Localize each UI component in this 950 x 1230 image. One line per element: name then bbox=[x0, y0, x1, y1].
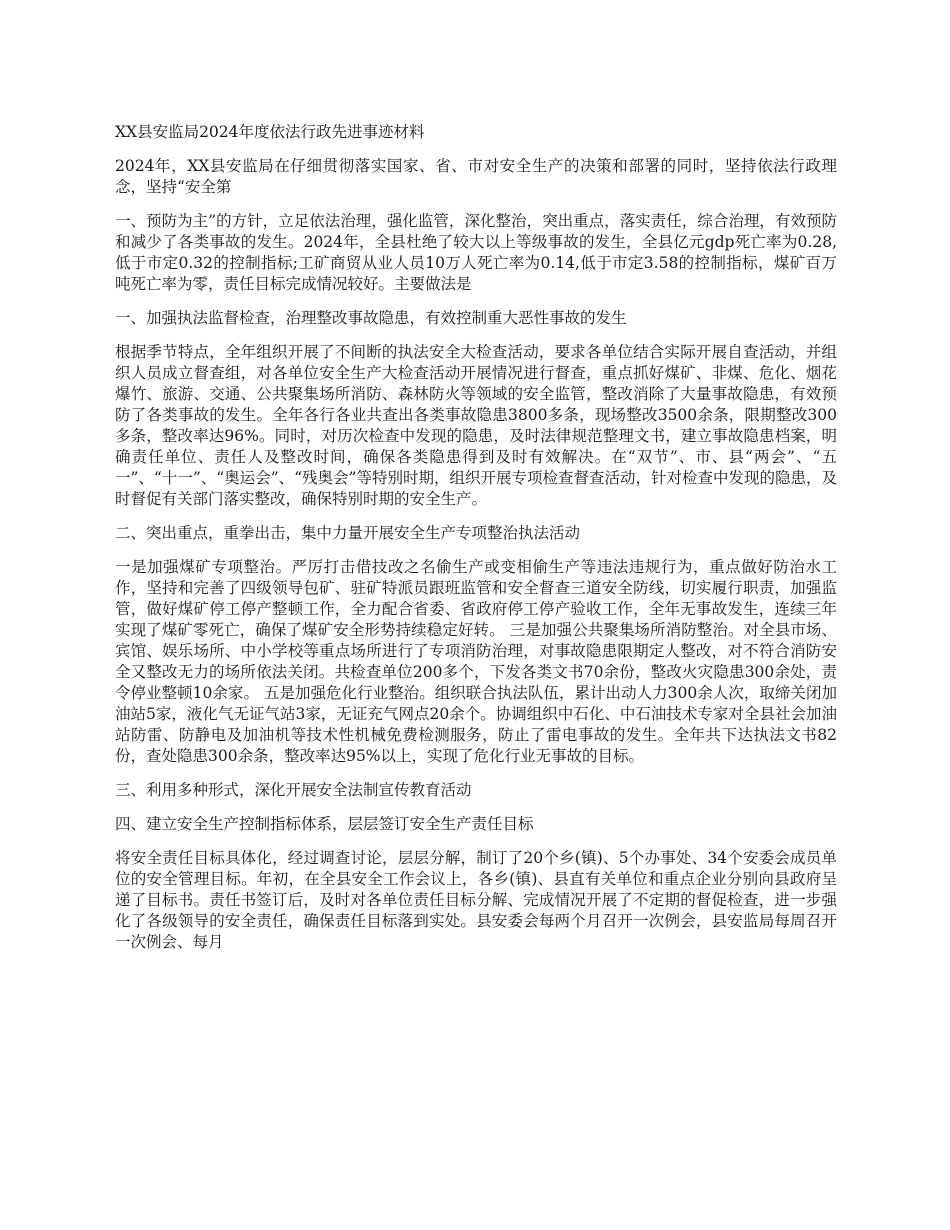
section-heading-4: 四、建立安全生产控制指标体系，层层签订安全生产责任目标 bbox=[115, 815, 534, 833]
document-title: XX县安监局2024年度依法行政先进事迹材料 bbox=[115, 123, 425, 141]
section-body-1: 根据季节特点，全年组织开展了不间断的执法安全大检查活动，要求各单位结合实际开展自查活动，并组织人员成立督查组，对各单位安全生产大检查活动开展情况进行督查，重点抓好煤矿、非煤、危化、烟花爆竹、旅游、交通、公共聚集场所消防、森林防火等领域的安全监管，整改消除了大量事故隐患，有效预防了各类事故的发生。全年各行各业共查出各类事故隐患3800多条，现场整改3500余条，限期整改300多条，整改率达96%。同时，对历次检查中发现的隐患，及时法律规范整理文书，建立事故隐患档案，明确责任单位、责任人及整改时间，确保各类隐患得到及时有效解决。在“双节”、市、县“两会”、“五一”、“十一”、“奥运会”、“残奥会”等特别时期，组织开展专项检查督查活动，针对检查中发现的隐患，及时督促有关部门落实整改，确保特别时期的安全生产。 bbox=[115, 343, 837, 508]
section-body-4: 将安全责任目标具体化，经过调查讨论，层层分解，制订了20个乡(镇)、5个办事处、34个安委会成员单位的安全管理目标。年初，在全县安全工作会议上，各乡(镇)、县直有关单位和重点企业分别向县政府呈递了目标书。责任书签订后，及时对各单位责任目标分解、完成情况开展了不定期的督促检查，进一步强化了各级领导的安全责任，确保责任目标落到实处。县安委会每两个月召开一次例会，县安监局每周召开一次例会、每月 bbox=[115, 849, 837, 951]
section-heading-3: 三、利用多种形式，深化开展安全法制宣传教育活动 bbox=[115, 781, 472, 799]
intro-paragraph: 2024年，XX县安监局在仔细贯彻落实国家、省、市对安全生产的决策和部署的同时，坚持依法行政理念，坚持“安全第 bbox=[115, 157, 837, 196]
section-heading-1: 一、加强执法监督检查，治理整改事故隐患，有效控制重大恶性事故的发生 bbox=[115, 309, 627, 327]
document-page bbox=[115, 122, 837, 966]
section-heading-2: 二、突出重点，重拳出击，集中力量开展安全生产专项整治执法活动 bbox=[115, 524, 581, 542]
section-body-2: 一是加强煤矿专项整治。严厉打击借技改之名偷生产或变相偷生产等违法违规行为，重点做好防治水工作，坚持和完善了四级领导包矿、驻矿特派员跟班监管和安全督查三道安全防线，切实履行职责，加强监管，做好煤矿停工停产整顿工作，全力配合省委、省政府停工停产验收工作，全年无事故发生，连续三年实现了煤矿零死亡，确保了煤矿安全形势持续稳定好转。 三是加强公共聚集场所消防整治。对全县市场、宾馆、娱乐场所、中小学校等重点场所进行了专项消防治理，对事故隐患限期定人整改，对不符合消防安全又整改无力的场所依法关闭。共检查单位200多个，下发各类文书70余份，整改火灾隐患300余处，责令停业整顿10余家。 五是加强危化行业整治。组织联合执法队伍，累计出动人力300余人次，取缔关闭加油站5家，液化气无证气站3家，无证充气网点20余个。协调组织中石化、中石油技术专家对全县社会加油站防雷、防静电及加油机等技术性机械免费检测服务，防止了雷电事故的发生。全年共下达执法文书82份，查处隐患300余条，整改率达95%以上，实现了危化行业无事故的目标。 bbox=[115, 558, 837, 765]
summary-paragraph: 一、预防为主”的方针，立足依法治理，强化监管，深化整治，突出重点，落实责任，综合治理，有效预防和减少了各类事故的发生。2024年，全县杜绝了较大以上等级事故的发生，全县亿元gdp死亡率为0.28,低于市定0.32的控制指标;工矿商贸从业人员10万人死亡率为0.14,低于市定3.58的控制指标，煤矿百万吨死亡率为零，责任目标完成情况较好。主要做法是 bbox=[115, 212, 837, 293]
